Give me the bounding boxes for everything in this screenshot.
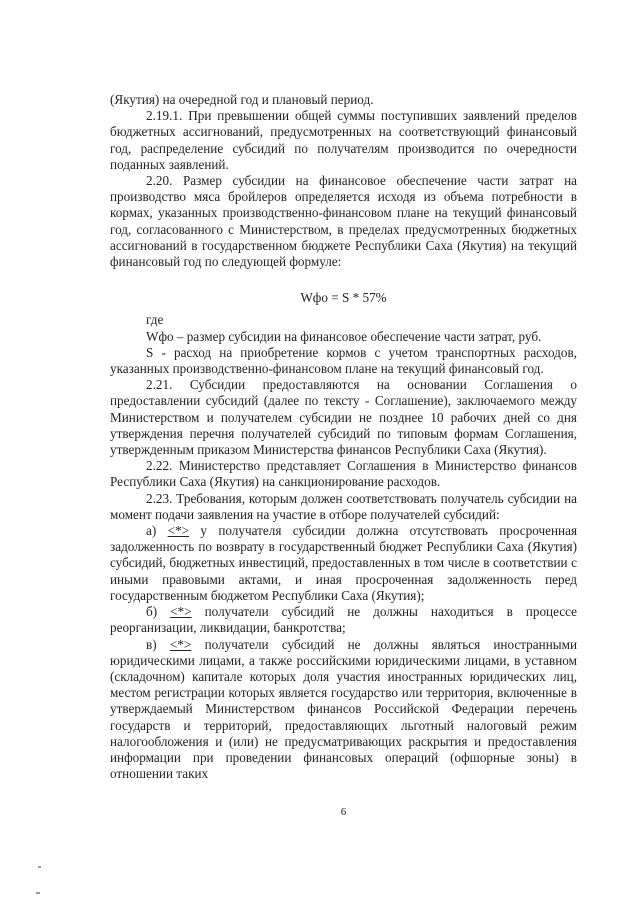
item-a-prefix: а) bbox=[146, 523, 157, 539]
paragraph-2-21: 2.21. Субсидии предоставляются на основании Соглашения о предоставлении субсидий (далее по тексту - Соглашение), заключаемого между Министерством и получателем субсидии не позднее 10 рабочих дней со дня утверждения перечня получателей субсидий по типовым формам Соглашения, утвержденным приказом Министерства финансов Республики Саха (Якутия). bbox=[110, 377, 577, 458]
definition-s: S - расход на приобретение кормов с учетом транспортных расходов, указанных производственно-финансовом плане на текущий финансовый год. bbox=[110, 344, 577, 377]
paragraph-continuation: (Якутия) на очередной год и плановый период. bbox=[110, 92, 374, 107]
scan-mark bbox=[36, 892, 40, 894]
item-a-text: у получателя субсидии должна отсутствовать просроченная задолженность по возврату в государственный бюджет Республики Саха (Якутия) субсидий, бюджетных инвестиций, предоставленных в том числе в соответствии с иными правовыми актами, и иная просроченная задолженность перед государственным бюджетом Республики Саха (Якутия); bbox=[110, 523, 578, 603]
formula: Wфо = S * 57% bbox=[300, 290, 387, 306]
item-b-prefix: б) bbox=[146, 604, 158, 620]
item-b bbox=[110, 604, 577, 636]
item-a bbox=[110, 523, 577, 604]
item-c-text: получатели субсидий не должны являться иностранными юридическими лицами, а также российскими юридическими лицами, в уставном (складочном) капитале которых доля участия иностранных юридических лиц, местом регистрации которых является государство или территория, включенные в утверждаемый Министерством финансов Российской Федерации перечень государств и территорий, предоставляющих льготный налоговый режим налогообложения и (или) не предусматривающих раскрытия и предоставления информации при проведении финансовых операций (офшорные зоны) в отношении таких bbox=[110, 636, 578, 782]
paragraph-2-23: 2.23. Требования, которым должен соответствовать получатель субсидии на момент подачи заявления на участие в отборе получателей субсидий: bbox=[110, 490, 577, 522]
item-c bbox=[110, 637, 577, 783]
item-b-text: получатели субсидий не должны находиться в процессе реорганизации, ликвидации, банкротства; bbox=[110, 604, 578, 636]
paragraph-2-22: 2.22. Министерство представляет Соглашения в Министерство финансов Республики Саха (Якутия) на санкционирование расходов. bbox=[110, 458, 577, 490]
formula-where: где bbox=[146, 312, 164, 328]
item-c-link-mark[interactable]: <*> bbox=[169, 636, 192, 652]
page-number: 6 bbox=[340, 806, 347, 818]
item-b-link-mark[interactable]: <*> bbox=[170, 604, 192, 620]
paragraph-2-19-1: 2.19.1. При превышении общей суммы поступивших заявлений пределов бюджетных ассигнований, предусмотренных на соответствующий финансовый год, распределение субсидий по получателям производится по очередности поданных заявлений. bbox=[110, 108, 577, 172]
definition-w: Wфо – размер субсидии на финансовое обеспечение части затрат, руб. bbox=[146, 328, 542, 344]
item-c-prefix: в) bbox=[146, 636, 157, 652]
item-a-link-mark[interactable]: <*> bbox=[167, 523, 190, 539]
paragraph-2-20: 2.20. Размер субсидии на финансовое обеспечение части затрат на производство мяса бройлеров определяется исходя из объема потребности в кормах, указанных производственно-финансовом плане на текущий финансовый год, согласованного с Министерством, в пределах предусмотренных бюджетных ассигнований в государственном бюджете Республики Саха (Якутия) на текущий финансовый год по следующей формуле: bbox=[110, 173, 577, 270]
scan-mark bbox=[38, 866, 41, 868]
